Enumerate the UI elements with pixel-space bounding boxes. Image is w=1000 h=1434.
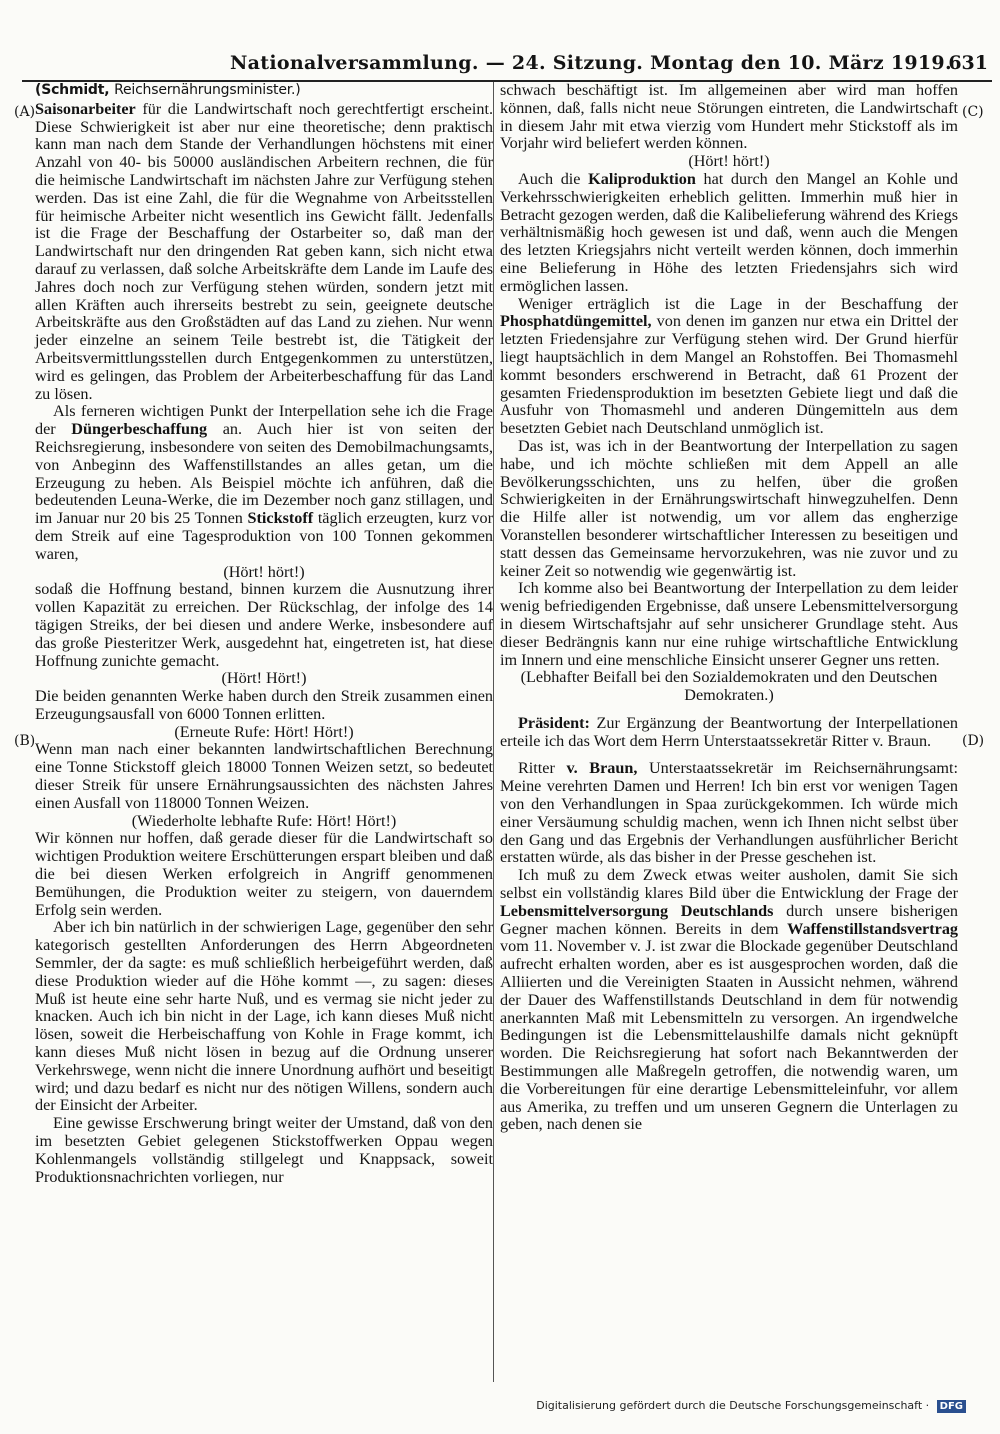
interjection: (Erneute Rufe: Hört! Hört!) [174,722,354,741]
keyword-bold: Lebensmittelversorgung Deutschlands [500,901,774,920]
paragraph [500,171,958,296]
keyword-bold: Stickstoff [247,509,314,528]
dfg-logo: DFG [937,1400,966,1413]
interjection: (Hört! hört!) [688,152,770,171]
braun-paragraph [500,760,958,867]
keyword-bold: Waffenstillstandsvertrag [787,919,959,938]
interjection: (Hört! hört!) [223,562,305,581]
paragraph [35,101,493,404]
speaker-attribution [35,82,493,100]
paragraph [500,296,958,438]
president-paragraph [500,715,958,751]
paragraph-text: Auch die [518,169,581,188]
paragraph: Wir können nur hoffen, daß gerade dieser für die Landwirtschaft so wichtigen Produktion weitere Erschütterungen erspart bleiben und daß die bei diesen Werken erfolgreich in Angriff genommenen Bemühungen, die Produktion weiter zu steigern, von dauerndem Erfolg sein werden. [35,829,493,919]
paragraph-text: Als ferneren wichtigen Punkt der Interpellation sehe ich die Frage der [35,402,493,439]
paragraph: schwach beschäftigt ist. Im allgemeinen aber wird man hoffen können, daß, falls nicht neue Störungen eintreten, die Landwirtschaft in diesem Jahr mit etwa vierzig vom Hundert mehr Stickstoff als im Vorjahr wird beliefert werden können. [500,81,958,153]
paragraph-text: Unterstaatssekretär im Reichsernährungsamt: Meine verehrten Damen und Herren! Ich bin erst vor wenigen Tagen von den Verhandlungen in Spaa zurückgekommen. Ich würde mich einer Versäumung schuldig machen, wenn ich Ihnen nicht selbst über den Gang und das Ergebnis der Verhandlungen ausführlicher Bericht erstatten würde, als das bisher in der Presse geschehen ist. [500,759,959,867]
paragraph: Wenn man nach einer bekannten landwirtschaftlichen Berechnung eine Tonne Stickstoff gleich 18000 Tonnen Weizen setzt, so bedeutet dieser Streik für unsere Ernährungsaussichten des nächsten Jahres einen Ausfall von 118000 Tonnen Weizen. [35,740,493,812]
right-column [500,82,958,1134]
interjection: (Hört! Hört!) [221,669,307,688]
left-column [35,82,493,1186]
page-header [22,50,992,82]
margin-mark-d: (D) [962,733,985,749]
paragraph-text: täglich erzeugten, kurz vor dem Streik auf eine Tagesproduktion von 100 Tonnen gekommen waren, [35,509,494,563]
paragraph-text: Zur Ergänzung der Beantwortung der Interpellationen erteile ich das Wort dem Herrn Unterstaatssekretär Ritter v. Braun. [500,713,958,750]
paragraph [500,867,958,1134]
keyword-bold: Saisonarbeiter [35,99,136,118]
attribution-name: (Schmidt, [35,82,110,98]
speaker-label: Präsident: [518,713,590,732]
keyword-bold: Phosphatdüngemittel, [500,312,652,331]
paragraph-text: hat durch den Mangel an Kohle und Verkehrsschwierigkeiten erheblich gelitten. Immerhin muß hier in Betracht gezogen werden, daß die Kalibelieferung während des Kriegs verhältnismäßig hoch gewesen ist und daß, wenn auch die Mengen des letzten Kriegsjahrs nicht verteilt werden können, doch immerhin eine Belieferung in Höhe des letzten Friedensjahrs sich wird ermöglichen lassen. [500,169,959,295]
margin-mark-b: (B) [14,733,36,749]
keyword-bold: Kaliproduktion [588,169,696,188]
running-title: Nationalversammlung. — 24. Sitzung. Montag den 10. März 1919. [230,52,952,74]
paragraph: Das ist, was ich in der Beantwortung der Interpellation zu sagen habe, und ich möchte schließen mit dem Appell an alle Bevölkerungsschichten, uns zu helfen, über die großen Schwierigkeiten in der Ernährungswirtschaft hinwegzuhelfen. Denn die Hilfe aller ist notwendig, um vor allem das engherzige Voranstellen besonderer wirtschaftlicher Interessen zu beseitigen und statt dessen das Gemeinsame hervorzukehren, was nie zuvor und zu keiner Zeit so notwendig wie gegenwärtig ist. [500,436,958,580]
credit-text: Digitalisierung gefördert durch die Deutsche Forschungsgemeinschaft · [536,1399,930,1412]
page-number: 631 [948,52,988,74]
paragraph-text: Ich muß zu dem Zweck etwas weiter ausholen, damit Sie sich selbst ein vollständig klares Bild über die Entwicklung der Frage der [500,866,958,903]
paragraph-text: Weniger erträglich ist die Lage in der Beschaffung der [518,294,958,313]
paragraph-text: für die Landwirtschaft noch gerechtfertigt erscheint. Diese Schwierigkeit ist aber nur eine theoretische; denn praktisch kann man nach dem Stande der Verhandlungen höchstens mit einer Anzahl von 40- bis 50000 ausländischen Arbeitern rechnen, die für die heimische Landwirtschaft im nächsten Jahre zur Verfügung stehen werden. Das ist eine Zahl, die für die Wegnahme von Arbeitsstellen für heimische Arbeiter nicht wesentlich ins Gewicht fällt. Jedenfalls ist die Frage der Beschaffung der Ostarbeiter so, daß man der Landwirtschaft nur den dringenden Rat geben kann, sich nicht etwa darauf zu verlassen, daß solche Arbeitskräfte dem Lande im Laufe des Jahres doch noch zur Verfügung stehen würden, sondern jetzt mit allen Kräften auch ihrerseits bestrebt zu sein, geeignete deutsche Arbeitskräfte aus den Großstädten auf das Land zu ziehen. Nur wenn jeder einzelne an seinem Teile bestrebt ist, die Tätigkeit der Arbeitsvermittlungsstellen durch Entgegenkommen zu unterstützen, wird es gelingen, das Problem der Arbeiterbeschaffung für das Land zu lösen. [35,99,494,403]
paragraph-text: von denen im ganzen nur etwa ein Drittel der letzten Friedensjahre zur Verfügung stehen wird. Der Grund hierfür liegt hauptsächlich in dem Mangel an Rohstoffen. Bei Thomasmehl kommt besonders erschwerend in Betracht, daß 61 Prozent der gesamten Friedensproduktion im besetzten Gebiete liegt und daß die Ausfuhr von Thomasmehl und anderen Düngemitteln aus dem besetzten Gebiet nach Deutschland unmöglich ist. [500,312,959,438]
paragraph-text: vom 11. November v. J. ist zwar die Blockade gegenüber Deutschland aufrecht erhalten worden, aber es ist ausgesprochen worden, daß die Alliierten und die Vereinigten Staaten in Aussicht nehmen, während der Dauer des Waffenstillstands Deutschland in dem für notwendig anerkannten Maß mit Lebensmitteln zu versorgen. An irgendwelche Bedingungen ist die Lebensmittelaushilfe damals nicht geknüpft worden. Die Reichsregierung hat sofort nach Bekanntwerden der Bestimmungen alle Maßregeln getroffen, die notwendig waren, um die Vorbereitungen für eine derartige Lebensmitteleinfuhr, vor allem aus Amerika, zu treffen und um unseren Gegnern die Unterlagen zu geben, nach denen sie [500,937,958,1134]
keyword-bold: Düngerbeschaffung [71,420,208,439]
paragraph-text: durch unsere bisherigen Gegner machen können. Bereits in dem [500,901,958,938]
paragraph: Die beiden genannten Werke haben durch den Streik zusammen einen Erzeugungsausfall von 6000 Tonnen erlitten. [35,687,493,723]
column-divider [493,82,494,1382]
margin-mark-a: (A) [14,104,36,120]
margin-mark-c: (C) [962,104,984,120]
paragraph [35,403,493,563]
attribution-role: Reichsernährungsminister.) [114,82,301,98]
paragraph: Ich komme also bei Beantwortung der Interpellation zu dem leider wenig befriedigenden Ergebnisse, daß unsere Lebensmittelversorgung in diesem Wirtschaftsjahr auf sehr unsicherer Grundlage steht. Aus dieser Bedrängnis kann nur eine ruhige wirtschaftliche Entwicklung im Innern und eine menschliche Einsicht unserer Gegner uns retten. [500,579,958,669]
digitization-credit [536,1399,966,1413]
interjection: (Lebhafter Beifall bei den Sozialdemokraten und den Deutschen Demokraten.) [520,668,938,705]
paragraph-text: an. Auch hier ist von seiten der Reichsregierung, insbesondere von seiten des Demobilmachungsamts, von Anbeginn des Waffenstillstandes an alles getan, um die Erzeugung zu heben. Als Beispiel möchte ich anführen, daß die bedeutenden Leuna-Werke, die im Dezember noch ganz stillagen, und im Januar nur 20 bis 25 Tonnen [35,420,493,528]
paragraph: sodaß die Hoffnung bestand, binnen kurzem die Ausnutzung ihrer vollen Kapazität zu erreichen. Der Rückschlag, der infolge des 14 tägigen Streiks, der bei diesen und andere Werke, insbesondere auf das große Piesteritzer Werk, ausgedehnt hat, eingetreten ist, hat diese Hoffnung zunichte gemacht. [35,580,493,670]
paragraph: Eine gewisse Erschwerung bringt weiter der Umstand, daß von den im besetzten Gebiet gelegenen Stickstoffwerken Oppau wegen Kohlenmangels vollständig stillgelegt und Knappsack, soweit Produktionsnachrichten vorliegen, nur [35,1114,493,1186]
interjection: (Wiederholte lebhafte Rufe: Hört! Hört!) [131,811,397,830]
speaker-name: v. Braun, [566,759,638,778]
paragraph: Aber ich bin natürlich in der schwierigen Lage, gegenüber den sehr kategorisch gestellten Anforderungen des Herrn Abgeordneten Semmler, der da sagte: es muß schließlich herbeigeführt werden, daß diese Produktion wieder auf die Höhe kommt —, zu sagen: dieses Muß ist heute eine sehr harte Nuß, und es vermag sie nicht jeder zu knacken. Auch ich bin nicht in der Lage, ich kann dieses Muß nicht lösen, soweit die Herbeischaffung von Kohle in Frage kommt, ich kann dieses Muß nicht lösen in bezug auf die Ordnung unserer Verkehrswege, wenn nicht die innere Unordnung aufhört und beseitigt wird; und dazu bedarf es nicht nur des nötigen Willens, sondern auch der Einsicht der Arbeiter. [35,918,493,1115]
paragraph-text: Ritter [518,759,555,778]
